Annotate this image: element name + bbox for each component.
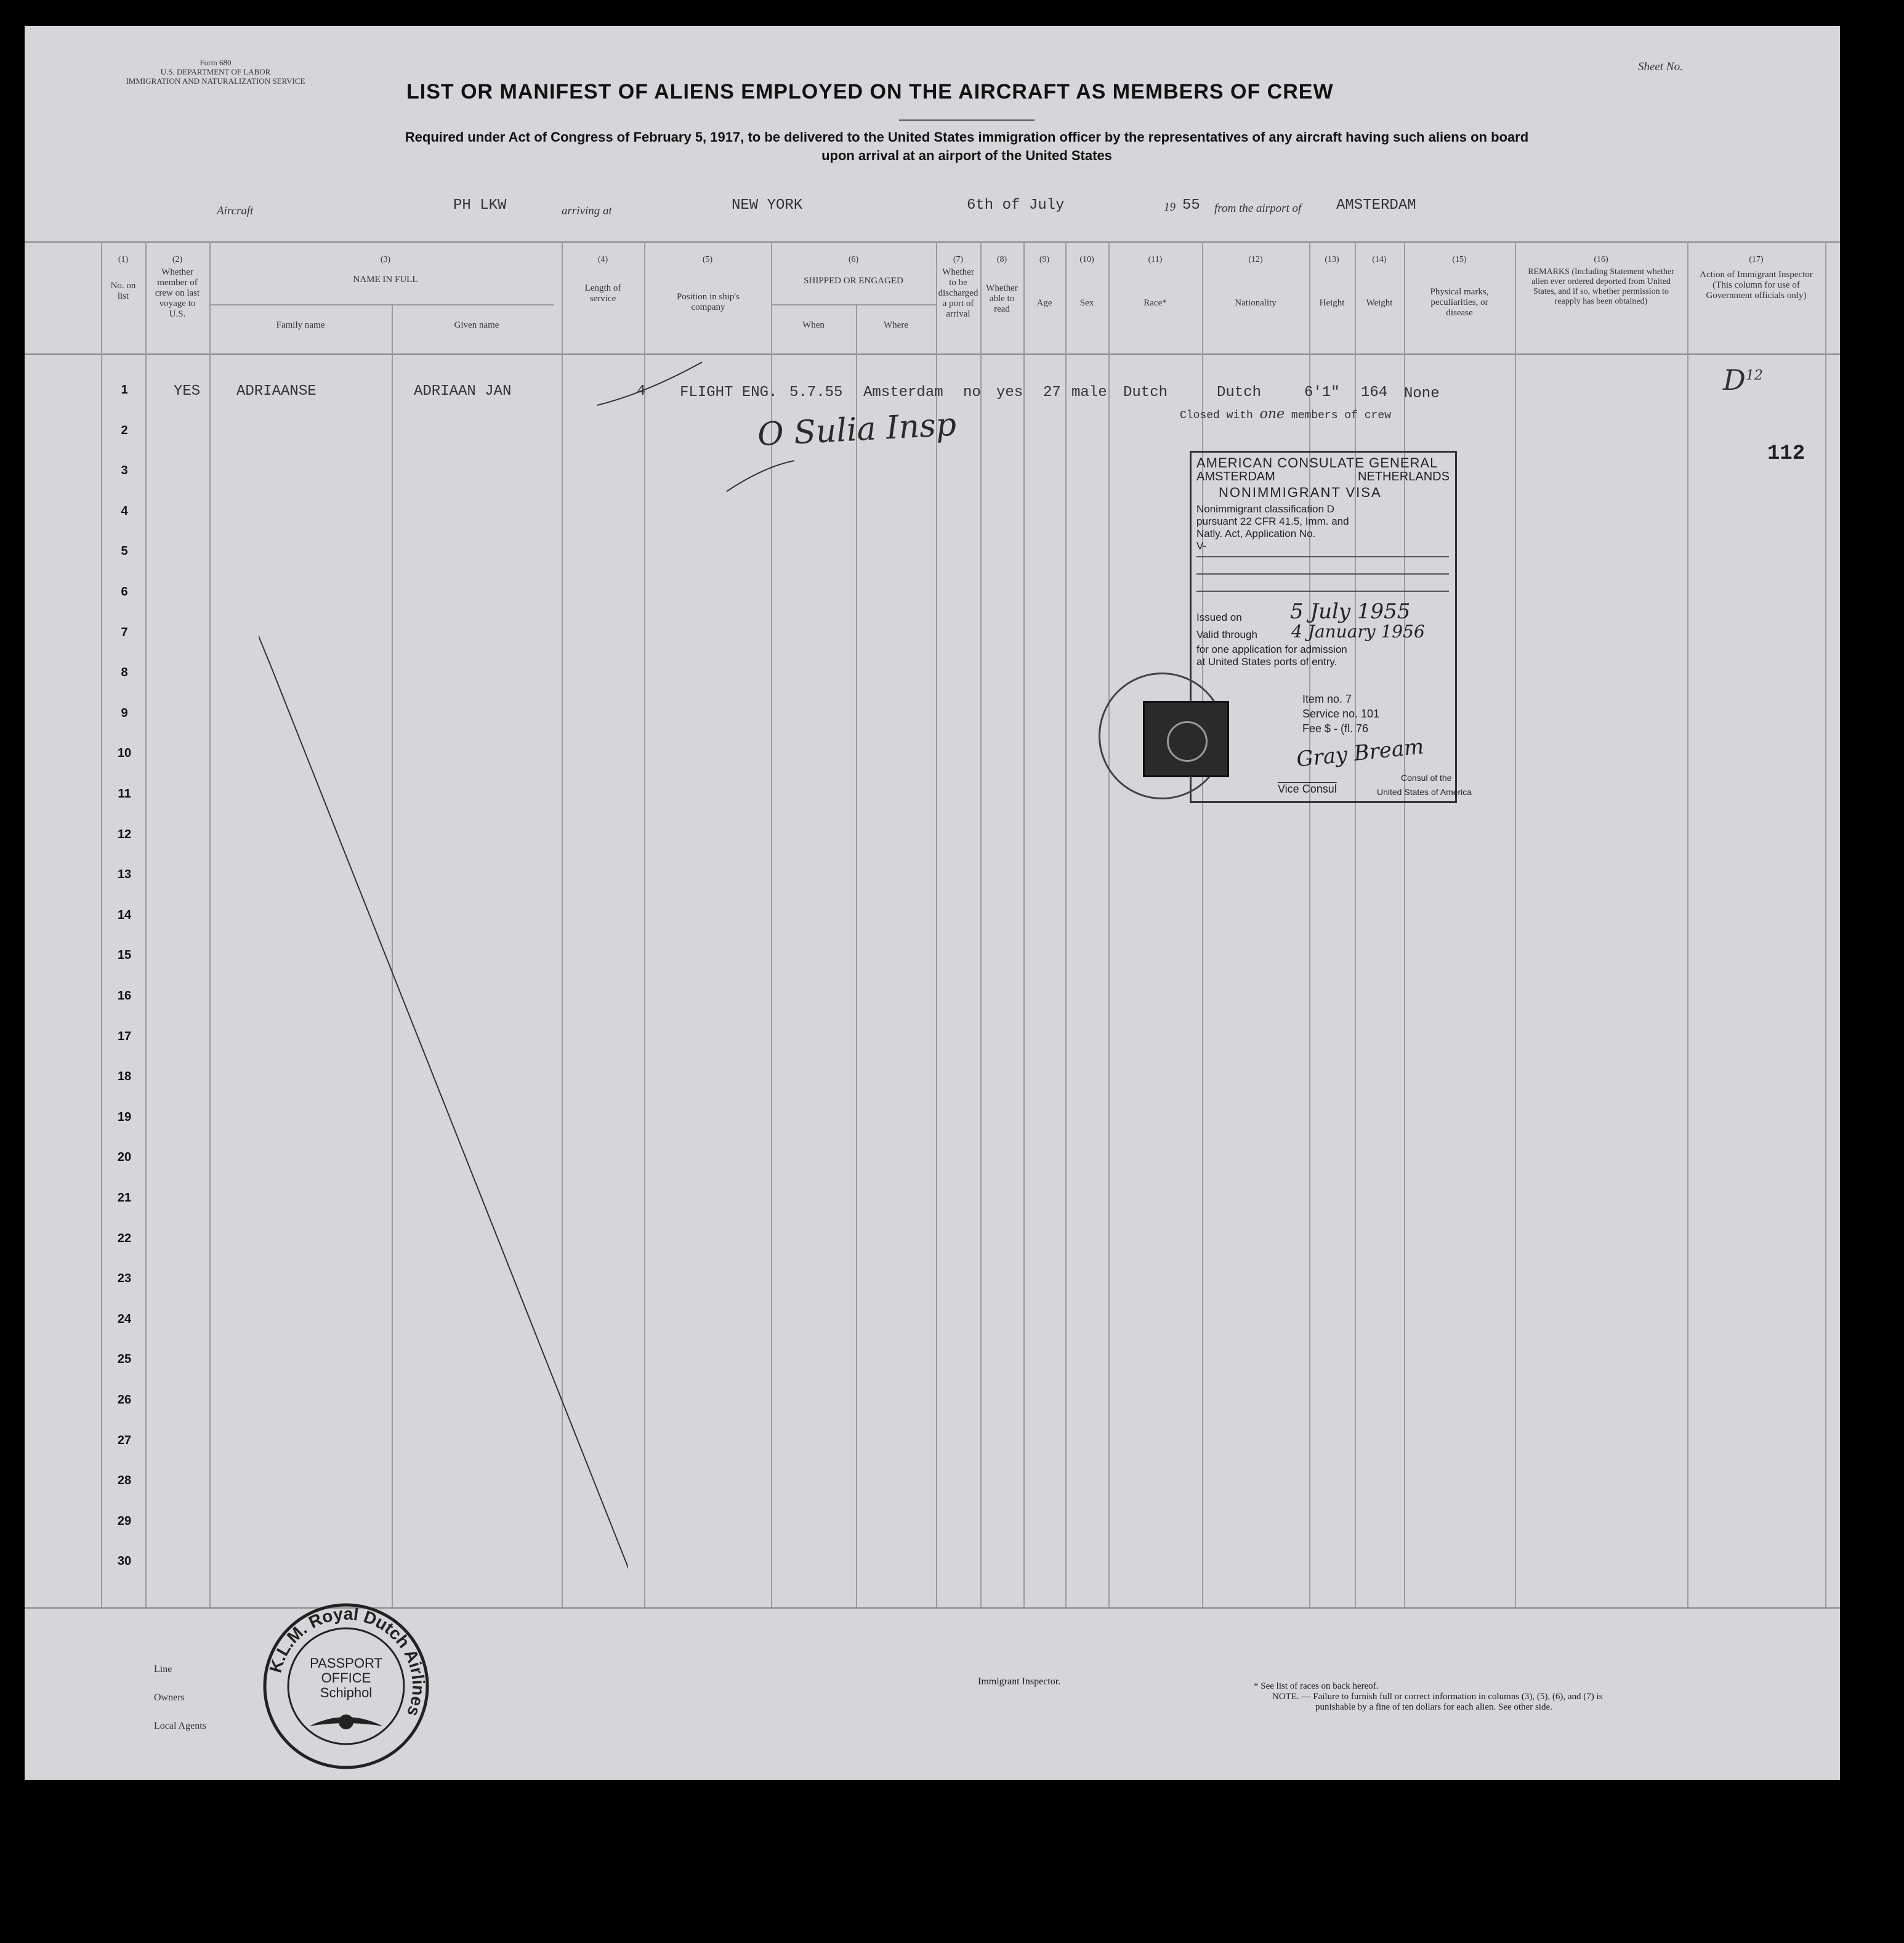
column-rule: [1202, 241, 1203, 1607]
visa-issued-label: Issued on: [1196, 612, 1242, 623]
col-4-label: Length of service: [584, 283, 621, 304]
klm-crown-icon: [339, 1715, 353, 1729]
row-number: 12: [117, 827, 132, 841]
row-number: 9: [121, 706, 128, 720]
inspector-mark: [1723, 363, 1763, 397]
given-name-label: Given name: [454, 320, 499, 330]
visa-signature: Gray Bream: [1295, 734, 1426, 772]
visa-rule: [1196, 556, 1449, 557]
visa-line-7: V-: [1196, 540, 1207, 552]
visa-line-1: AMERICAN CONSULATE GENERAL: [1196, 455, 1438, 471]
column-rule: [1515, 241, 1516, 1607]
department: U.S. DEPARTMENT OF LABOR: [160, 67, 271, 76]
inspector-mark-sup: 12: [1745, 368, 1763, 384]
col-3-number: (3): [380, 255, 391, 264]
col-9-number: (9): [1039, 255, 1050, 264]
fee-stamp: [1143, 701, 1229, 777]
visa-line-5: pursuant 22 CFR 41.5, Imm. and: [1196, 515, 1349, 527]
footer-note-2: punishable by a fine of ten dollars for each alien. See other side.: [1315, 1702, 1552, 1712]
row-number: 28: [117, 1474, 132, 1488]
visa-stamp: [1190, 451, 1457, 803]
footer-inspector-label: Immigrant Inspector.: [978, 1676, 1061, 1687]
inspector-mark-letter: D: [1723, 363, 1746, 397]
col-7-label: Whether to be discharged a port of arrival: [938, 267, 978, 319]
row-number: 8: [121, 666, 128, 680]
row-number: 27: [117, 1433, 132, 1447]
inspector-signature: O Sulia Insp: [756, 406, 958, 454]
form-number: Form 680: [200, 58, 232, 67]
row-number: 29: [117, 1514, 132, 1528]
column-rule: [1065, 241, 1067, 1607]
column-rule: [936, 241, 937, 1607]
col-16-number: (16): [1594, 255, 1608, 264]
visa-fee: Fee $ - (fl. 76: [1302, 722, 1369, 735]
col-12-label: Nationality: [1235, 298, 1277, 308]
shipped-subheader-rule: [771, 304, 936, 305]
footer-owners-label: Owners: [154, 1692, 185, 1703]
row-number: 2: [121, 423, 128, 437]
row-number: 3: [121, 464, 128, 478]
col-11-label: Race*: [1144, 298, 1167, 308]
col-7-number: (7): [953, 255, 964, 264]
row-number: 19: [117, 1110, 132, 1124]
row-number: 11: [118, 787, 131, 801]
column-rule: [1825, 241, 1826, 1607]
col-10-number: (10): [1079, 255, 1094, 264]
row-number: 1: [121, 383, 128, 397]
visa-rule: [1196, 573, 1449, 575]
year-value: 55: [1182, 197, 1200, 214]
row-number: 26: [117, 1393, 132, 1407]
page-title: LIST OR MANIFEST OF ALIENS EMPLOYED ON THE AIRCRAFT AS MEMBERS OF CREW: [406, 80, 1334, 103]
col-16-label: REMARKS (Including Statement whether alien ever ordered deported from United States, and if so, whether permission to reapply has been obtained): [1528, 267, 1674, 306]
visa-line-4: Nonimmigrant classification D: [1196, 503, 1334, 515]
arrival-date: 6th of July: [967, 197, 1065, 214]
entry-height: 6'1": [1304, 384, 1340, 401]
visa-consul-title: Vice Consul: [1278, 783, 1337, 795]
col-8-number: (8): [996, 255, 1007, 264]
from-label: from the airport of: [1214, 202, 1302, 215]
row-number: 30: [117, 1554, 132, 1569]
closed-note-pre: Closed with: [1180, 410, 1253, 422]
row-number: 13: [117, 868, 132, 882]
column-rule: [1355, 241, 1356, 1607]
ditto-line: [259, 395, 628, 1701]
column-rule: [1687, 241, 1688, 1607]
footer-agents-label: Local Agents: [154, 1721, 206, 1731]
column-rule: [1309, 241, 1310, 1607]
title-rule: [899, 119, 1035, 121]
visa-line-2a: AMSTERDAM: [1196, 470, 1275, 483]
col-13-number: (13): [1325, 255, 1339, 264]
column-rule: [1404, 241, 1405, 1607]
col-6-label: SHIPPED OR ENGAGED: [804, 276, 903, 286]
subtitle-line-2: upon arrival at an airport of the United States: [821, 148, 1112, 163]
klm-ring-text: K.L.M. Royal Dutch Airlines: [265, 1604, 429, 1719]
col-1-number: (1): [118, 255, 129, 264]
visa-consul-country: United States of America: [1377, 787, 1472, 797]
visa-valid-label: Valid through: [1196, 629, 1257, 640]
row-number: 21: [117, 1191, 132, 1205]
col-10-label: Sex: [1079, 298, 1094, 308]
row-number: 4: [121, 504, 128, 518]
entry-nationality: Dutch: [1217, 384, 1262, 401]
column-rule: [101, 241, 102, 1607]
row-number: 10: [117, 746, 132, 761]
col-5-label: Position in ship's company: [677, 292, 740, 312]
entry-when: 5.7.55: [789, 384, 843, 401]
entry-race: Dutch: [1123, 384, 1168, 401]
visa-line-2b: NETHERLANDS: [1358, 470, 1450, 483]
row-number: 17: [117, 1029, 132, 1043]
row-number: 23: [117, 1272, 132, 1286]
from-value: AMSTERDAM: [1336, 197, 1416, 214]
when-label: When: [802, 320, 825, 330]
where-label: Where: [884, 320, 908, 330]
col-17-number: (17): [1749, 255, 1764, 264]
col-13-label: Height: [1319, 298, 1345, 308]
visa-valid-date: 4 January 1956: [1291, 621, 1425, 642]
entry-able-to-read: yes: [996, 384, 1023, 401]
closed-note: [1180, 406, 1391, 422]
col-3-label: NAME IN FULL: [353, 275, 418, 285]
col-11-number: (11): [1148, 255, 1163, 264]
column-rule: [980, 241, 982, 1607]
column-rule: [1108, 241, 1110, 1607]
col-1-label: No. on list: [110, 281, 136, 301]
col-2-label: Whether member of crew on last voyage to U.S.: [155, 267, 200, 319]
entry-sex: male: [1071, 384, 1107, 401]
col-9-label: Age: [1036, 298, 1052, 308]
klm-line-3: Schiphol: [320, 1685, 373, 1700]
row-number: 18: [117, 1070, 132, 1084]
footer-note-star: * See list of races on back hereof.: [1254, 1681, 1379, 1691]
row-number: 6: [121, 585, 128, 599]
col-4-number: (4): [597, 255, 608, 264]
footer-line-label: Line: [154, 1664, 172, 1674]
col-17-label: Action of Immigrant Inspector (This column for use of Government officials only): [1700, 270, 1813, 301]
row-number: 24: [117, 1312, 132, 1326]
visa-rule: [1196, 591, 1449, 592]
closed-note-hand: one: [1259, 406, 1285, 422]
col-5-number: (5): [702, 255, 713, 264]
col-14-number: (14): [1372, 255, 1387, 264]
entry-weight: 164: [1361, 384, 1388, 401]
manifest-sheet: [25, 26, 1840, 1780]
page-number: 112: [1767, 442, 1805, 466]
klm-line-2: OFFICE: [321, 1670, 371, 1686]
subtitle-line-1: Required under Act of Congress of February 5, 1917, to be delivered to the United States immigration officer by the representatives of any aircraft having such aliens on board: [405, 129, 1529, 145]
footer-note-1: NOTE. — Failure to furnish full or correct information in columns (3), (5), (6), and (7) is: [1272, 1692, 1603, 1702]
family-name-label: Family name: [276, 320, 325, 330]
row-number: 5: [121, 544, 128, 559]
row-number: 20: [117, 1150, 132, 1165]
row-number: 16: [117, 989, 132, 1003]
visa-line-10: for one application for admission: [1196, 644, 1347, 655]
signature-flourish: [591, 356, 936, 504]
entry-position: FLIGHT ENG.: [680, 384, 778, 401]
column-rule: [1023, 241, 1025, 1607]
visa-item: Item no. 7: [1302, 693, 1352, 705]
visa-line-6: Natly. Act, Application No.: [1196, 528, 1316, 539]
fee-stamp-emblem: [1167, 721, 1208, 762]
header-bottom-rule: [25, 353, 1840, 355]
year-prefix: 19: [1164, 201, 1176, 214]
arriving-label: arriving at: [562, 204, 612, 217]
visa-issued-date: 5 July 1955: [1290, 599, 1411, 624]
row-number: 25: [117, 1352, 132, 1367]
row-number: 22: [117, 1231, 132, 1245]
name-subheader-rule: [209, 304, 554, 305]
entry-discharged: no: [963, 384, 981, 401]
visa-line-3: NONIMMIGRANT VISA: [1219, 485, 1382, 500]
entry-given-name: ADRIAAN JAN: [414, 383, 512, 400]
row-number: 15: [117, 948, 132, 963]
aircraft-label: Aircraft: [217, 204, 254, 217]
closed-note-post: members of crew: [1291, 410, 1391, 422]
row-number: 14: [117, 908, 132, 922]
col-15-label: Physical marks, peculiarities, or disease: [1430, 287, 1489, 318]
visa-line-11: at United States ports of entry.: [1196, 656, 1337, 668]
entry-physical-marks: None: [1404, 386, 1440, 402]
entry-age: 27: [1043, 384, 1061, 401]
sheet-number-label: Sheet No.: [1638, 60, 1683, 73]
form-header: [86, 58, 345, 86]
col-15-number: (15): [1452, 255, 1467, 264]
klm-line-1: PASSPORT: [310, 1655, 382, 1671]
table-top-rule: [25, 241, 1840, 243]
col-12-number: (12): [1248, 255, 1263, 264]
col-6-number: (6): [848, 255, 859, 264]
entry-where: Amsterdam: [863, 384, 943, 401]
entry-crew-last-voyage: YES: [174, 383, 201, 400]
aircraft-value: PH LKW: [453, 197, 507, 214]
footer-notes: [1254, 1681, 1603, 1713]
col-8-label: Whether able to read: [986, 283, 1018, 314]
row-number: 7: [121, 625, 128, 639]
arriving-value: NEW YORK: [732, 197, 803, 214]
col-14-label: Weight: [1366, 298, 1393, 308]
entry-length-of-service: 4: [637, 383, 646, 400]
visa-consul-of: Consul of the: [1401, 773, 1452, 783]
page-subtitle: [203, 128, 1730, 165]
service-name: IMMIGRATION AND NATURALIZATION SERVICE: [126, 76, 305, 86]
column-rule: [209, 241, 211, 1607]
col-2-number: (2): [172, 255, 183, 264]
klm-passport-stamp: [260, 1600, 432, 1772]
entry-family-name: ADRIAANSE: [236, 383, 317, 400]
visa-service: Service no. 101: [1302, 708, 1380, 720]
column-rule: [145, 241, 147, 1607]
